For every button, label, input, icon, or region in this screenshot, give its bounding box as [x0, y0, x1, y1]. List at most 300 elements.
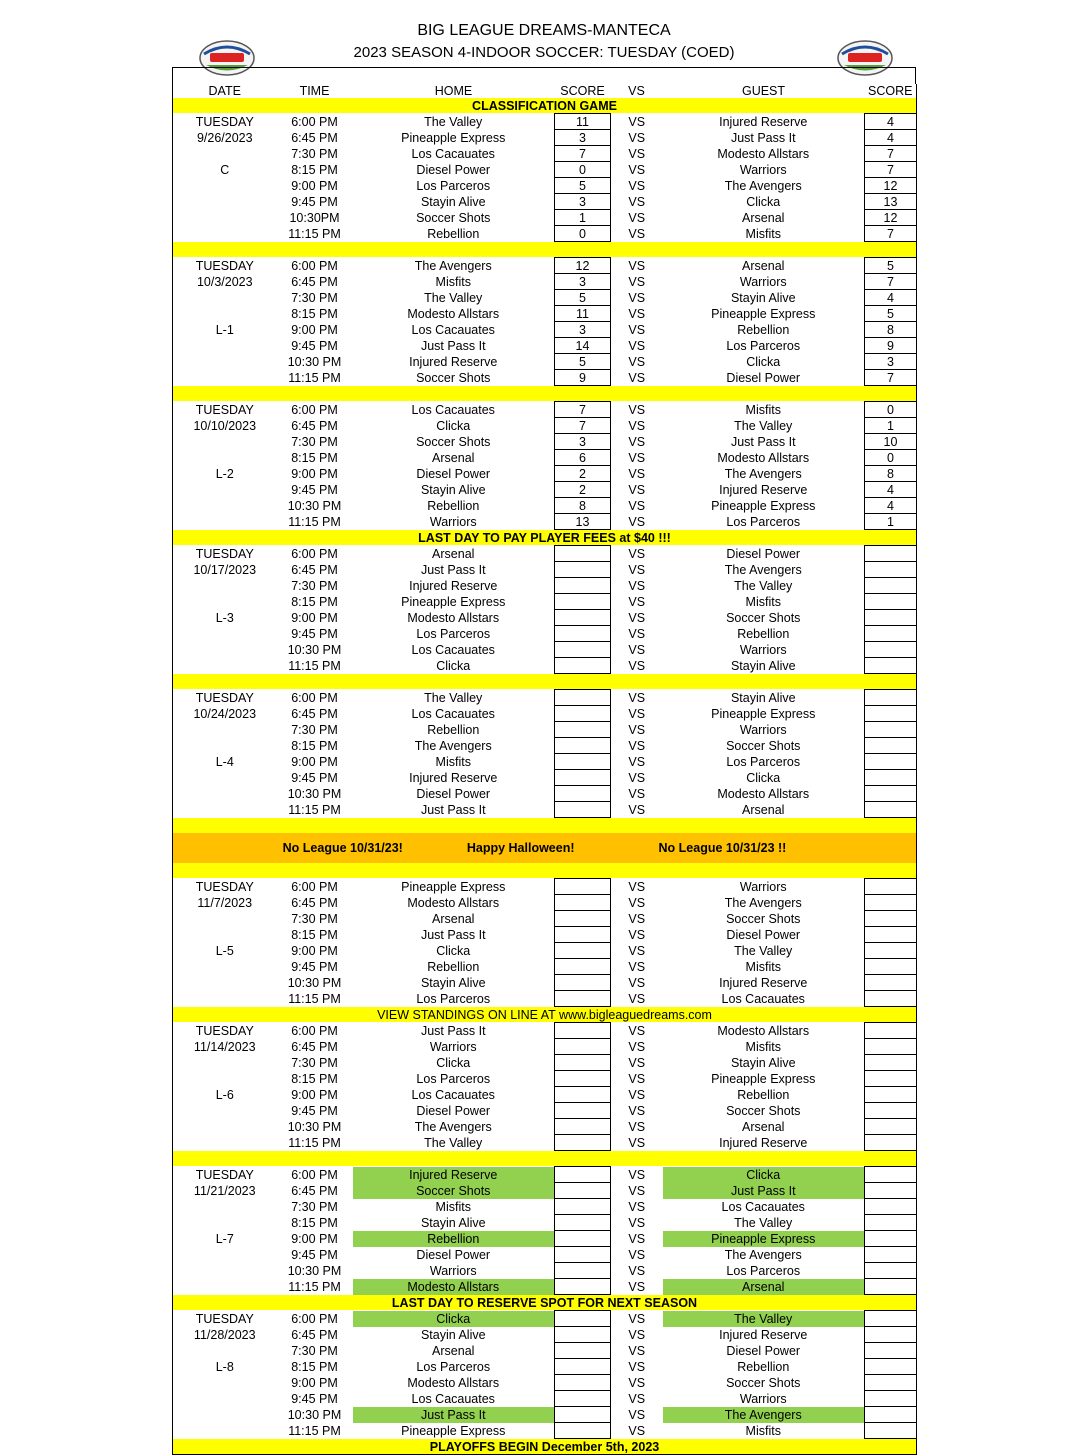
- game-row: [173, 514, 917, 530]
- home-score: 2: [555, 482, 611, 498]
- game-date: TUESDAY: [173, 879, 277, 895]
- game-row: [173, 594, 917, 610]
- home-score: 0: [555, 162, 611, 178]
- game-date: [173, 1215, 277, 1231]
- col-header-guest: GUEST: [741, 84, 786, 98]
- separator-cell: [173, 863, 917, 879]
- game-time: 9:00 PM: [291, 754, 338, 769]
- vs-label: VS: [628, 1327, 646, 1342]
- home-team: Soccer Shots: [416, 210, 491, 225]
- game-time: 7:30 PM: [291, 578, 338, 593]
- game-time: 9:45 PM: [291, 338, 338, 353]
- home-score: 7: [555, 146, 611, 162]
- home-score: [555, 1311, 611, 1327]
- home-team: Arsenal: [432, 911, 475, 926]
- game-row: [173, 402, 917, 418]
- home-team: Modesto Allstars: [407, 1375, 500, 1390]
- guest-team: Misfits: [745, 226, 781, 241]
- game-time: 6:45 PM: [291, 706, 338, 721]
- vs-label: VS: [628, 546, 646, 561]
- guest-team: The Avengers: [724, 1247, 802, 1262]
- separator-cell: [173, 818, 917, 834]
- vs-label: VS: [628, 927, 646, 942]
- game-date: [173, 626, 277, 642]
- vs-label: VS: [628, 1199, 646, 1214]
- separator-cell: [173, 674, 917, 690]
- guest-team: Diesel Power: [726, 927, 801, 942]
- game-time: 9:00 PM: [291, 178, 338, 193]
- guest-score: [865, 802, 917, 818]
- vs-label: VS: [628, 1231, 646, 1246]
- banner-row: [173, 98, 917, 114]
- vs-label: VS: [628, 1055, 646, 1070]
- home-score: 5: [555, 354, 611, 370]
- home-score: [555, 1343, 611, 1359]
- guest-team: Soccer Shots: [726, 1103, 801, 1118]
- guest-score: [865, 1375, 917, 1391]
- game-time: 9:45 PM: [291, 959, 338, 974]
- home-team: Warriors: [429, 514, 477, 529]
- guest-team: Los Parceros: [726, 338, 801, 353]
- game-time: 6:00 PM: [291, 546, 338, 561]
- vs-label: VS: [628, 1167, 646, 1182]
- home-team: Soccer Shots: [353, 1183, 555, 1199]
- guest-team: The Valley: [734, 418, 793, 433]
- banner-text: CLASSIFICATION GAME: [173, 98, 917, 114]
- home-score: [555, 1183, 611, 1199]
- game-row: [173, 943, 917, 959]
- vs-label: VS: [628, 1343, 646, 1358]
- banner-text: LAST DAY TO PAY PLAYER FEES at $40 !!!: [173, 530, 917, 546]
- vs-label: VS: [628, 1391, 646, 1406]
- game-row: [173, 290, 917, 306]
- vs-label: VS: [628, 895, 646, 910]
- guest-team: Modesto Allstars: [717, 786, 810, 801]
- guest-score: [865, 991, 917, 1007]
- game-row: [173, 1247, 917, 1263]
- game-date: [173, 738, 277, 754]
- guest-score: [865, 1023, 917, 1039]
- guest-score: [865, 1135, 917, 1151]
- guest-score: 4: [865, 114, 917, 130]
- game-row: [173, 610, 917, 626]
- game-time: 6:45 PM: [291, 895, 338, 910]
- guest-score: [865, 578, 917, 594]
- guest-score: [865, 1199, 917, 1215]
- home-team: The Avengers: [414, 258, 492, 273]
- game-row: [173, 1087, 917, 1103]
- home-score: [555, 1087, 611, 1103]
- home-score: [555, 911, 611, 927]
- week-separator: [173, 386, 917, 402]
- guest-team: The Avengers: [724, 562, 802, 577]
- guest-team: Injured Reserve: [719, 482, 808, 497]
- home-score: [555, 1231, 611, 1247]
- guest-score: [865, 754, 917, 770]
- home-team: Modesto Allstars: [407, 306, 500, 321]
- game-date: [173, 482, 277, 498]
- game-time: 7:30 PM: [291, 1343, 338, 1358]
- vs-label: VS: [628, 1375, 646, 1390]
- vs-label: VS: [628, 975, 646, 990]
- game-date: [173, 434, 277, 450]
- vs-label: VS: [628, 482, 646, 497]
- home-score: [555, 1391, 611, 1407]
- guest-team: Clicka: [746, 354, 781, 369]
- guest-score: [865, 786, 917, 802]
- game-time: 11:15 PM: [288, 226, 341, 241]
- home-team: Pineapple Express: [401, 130, 506, 145]
- home-team: Rebellion: [427, 959, 480, 974]
- vs-label: VS: [628, 418, 646, 433]
- vs-label: VS: [628, 738, 646, 753]
- game-row: [173, 1199, 917, 1215]
- vs-label: VS: [628, 959, 646, 974]
- game-date: [173, 1055, 277, 1071]
- guest-score: 7: [865, 162, 917, 178]
- home-team: Just Pass It: [420, 927, 486, 942]
- guest-team: Pineapple Express: [663, 1231, 865, 1247]
- vs-label: VS: [628, 466, 646, 481]
- guest-team: Arsenal: [663, 1279, 865, 1295]
- vs-label: VS: [628, 754, 646, 769]
- game-row: [173, 706, 917, 722]
- home-score: [555, 1039, 611, 1055]
- guest-score: [865, 1071, 917, 1087]
- vs-label: VS: [628, 1359, 646, 1374]
- guest-team: Diesel Power: [726, 370, 801, 385]
- game-time: 7:30 PM: [291, 146, 338, 161]
- vs-label: VS: [628, 434, 646, 449]
- game-time: 8:15 PM: [291, 927, 338, 942]
- game-time: 10:30 PM: [287, 786, 342, 801]
- guest-team: Soccer Shots: [726, 738, 801, 753]
- page-subtitle: 2023 SEASON 4-INDOOR SOCCER: TUESDAY (COED): [353, 44, 735, 61]
- guest-score: [865, 770, 917, 786]
- col-header-vs: VS: [628, 84, 645, 98]
- home-score: [555, 1199, 611, 1215]
- home-team: Diesel Power: [416, 786, 491, 801]
- game-date: TUESDAY: [173, 258, 277, 274]
- game-time: 6:45 PM: [291, 130, 338, 145]
- game-row: [173, 626, 917, 642]
- home-team: Clicka: [436, 1055, 471, 1070]
- vs-label: VS: [628, 642, 646, 657]
- game-row: [173, 879, 917, 895]
- home-team: Diesel Power: [416, 1247, 491, 1262]
- guest-score: [865, 738, 917, 754]
- game-time: 9:45 PM: [291, 1103, 338, 1118]
- game-row: [173, 895, 917, 911]
- game-time: 11:15 PM: [288, 1279, 341, 1294]
- guest-score: [865, 642, 917, 658]
- game-row: [173, 1119, 917, 1135]
- guest-team: Los Parceros: [726, 754, 801, 769]
- home-score: [555, 1167, 611, 1183]
- home-score: 6: [555, 450, 611, 466]
- guest-score: [865, 943, 917, 959]
- vs-label: VS: [628, 879, 646, 894]
- guest-score: 1: [865, 514, 917, 530]
- vs-label: VS: [628, 162, 646, 177]
- game-row: [173, 738, 917, 754]
- guest-team: The Avengers: [663, 1407, 865, 1423]
- guest-score: [865, 690, 917, 706]
- vs-label: VS: [628, 226, 646, 241]
- game-row: [173, 226, 917, 242]
- home-score: [555, 1135, 611, 1151]
- vs-label: VS: [628, 706, 646, 721]
- home-score: [555, 943, 611, 959]
- guest-score: 8: [865, 322, 917, 338]
- guest-score: 0: [865, 450, 917, 466]
- game-time: 8:15 PM: [291, 450, 338, 465]
- no-league-left: No League 10/31/23!: [282, 841, 403, 855]
- vs-label: VS: [628, 514, 646, 529]
- game-time: 6:45 PM: [291, 562, 338, 577]
- guest-score: 10: [865, 434, 917, 450]
- home-team: Soccer Shots: [416, 370, 491, 385]
- guest-score: 5: [865, 258, 917, 274]
- game-time: 9:45 PM: [291, 194, 338, 209]
- home-team: Los Cacauates: [411, 146, 495, 161]
- game-row: [173, 258, 917, 274]
- vs-label: VS: [628, 258, 646, 273]
- home-team: Clicka: [353, 1311, 555, 1327]
- game-date: [173, 498, 277, 514]
- game-row: [173, 130, 917, 146]
- game-row: [173, 354, 917, 370]
- home-score: [555, 626, 611, 642]
- guest-team: Diesel Power: [726, 546, 801, 561]
- vs-label: VS: [628, 1103, 646, 1118]
- game-time: 9:00 PM: [291, 943, 338, 958]
- home-score: [555, 546, 611, 562]
- home-team: Rebellion: [427, 722, 480, 737]
- vs-label: VS: [628, 1071, 646, 1086]
- home-team: Stayin Alive: [420, 1215, 486, 1230]
- guest-score: [865, 1039, 917, 1055]
- game-row: [173, 927, 917, 943]
- vs-label: VS: [628, 1087, 646, 1102]
- banner-text: VIEW STANDINGS ON LINE AT www.bigleaguedreams.com: [173, 1007, 917, 1023]
- guest-team: Misfits: [745, 1039, 781, 1054]
- home-team: Just Pass It: [420, 338, 486, 353]
- game-time: 9:00 PM: [291, 1231, 338, 1246]
- vs-label: VS: [628, 1023, 646, 1038]
- game-date: [173, 802, 277, 818]
- game-date: [173, 370, 277, 386]
- home-team: Los Parceros: [416, 1071, 491, 1086]
- home-score: 3: [555, 274, 611, 290]
- guest-score: 9: [865, 338, 917, 354]
- home-score: [555, 975, 611, 991]
- home-team: Modesto Allstars: [407, 610, 500, 625]
- game-date: [173, 1199, 277, 1215]
- vs-label: VS: [628, 658, 646, 673]
- banner-text: PLAYOFFS BEGIN December 5th, 2023: [173, 1439, 917, 1455]
- vs-label: VS: [628, 626, 646, 641]
- home-score: [555, 1359, 611, 1375]
- game-time: 9:45 PM: [291, 626, 338, 641]
- home-score: 7: [555, 418, 611, 434]
- game-row: [173, 162, 917, 178]
- home-team: Just Pass It: [420, 562, 486, 577]
- game-time: 10:30 PM: [287, 642, 342, 657]
- no-league-cell: [173, 833, 917, 863]
- guest-team: Rebellion: [737, 626, 790, 641]
- home-team: Injured Reserve: [353, 1167, 555, 1183]
- game-time: 10:30 PM: [287, 498, 342, 513]
- game-time: 10:30 PM: [287, 354, 342, 369]
- home-score: [555, 991, 611, 1007]
- vs-label: VS: [628, 594, 646, 609]
- game-time: 8:15 PM: [291, 306, 338, 321]
- guest-team: Soccer Shots: [726, 610, 801, 625]
- guest-score: [865, 1087, 917, 1103]
- guest-score: 13: [865, 194, 917, 210]
- vs-label: VS: [628, 274, 646, 289]
- guest-team: Pineapple Express: [711, 498, 816, 513]
- game-row: [173, 1215, 917, 1231]
- home-score: [555, 642, 611, 658]
- home-team: Warriors: [429, 1039, 477, 1054]
- game-row: [173, 146, 917, 162]
- game-date: [173, 975, 277, 991]
- guest-team: Los Parceros: [726, 514, 801, 529]
- game-time: 7:30 PM: [291, 911, 338, 926]
- vs-label: VS: [628, 786, 646, 801]
- game-row: [173, 370, 917, 386]
- vs-label: VS: [628, 991, 646, 1006]
- home-score: [555, 802, 611, 818]
- home-score: [555, 738, 611, 754]
- home-team: Los Parceros: [416, 626, 491, 641]
- game-row: [173, 418, 917, 434]
- game-time: 6:45 PM: [291, 274, 338, 289]
- game-date: [173, 1247, 277, 1263]
- home-team: Warriors: [429, 1263, 477, 1278]
- guest-score: [865, 927, 917, 943]
- home-team: Los Cacauates: [411, 642, 495, 657]
- guest-score: 4: [865, 290, 917, 306]
- game-row: [173, 114, 917, 130]
- home-score: [555, 895, 611, 911]
- game-row: [173, 1343, 917, 1359]
- game-time: 9:45 PM: [291, 1391, 338, 1406]
- game-date: [173, 1135, 277, 1151]
- vs-label: VS: [628, 114, 646, 129]
- no-league-banner: [173, 833, 917, 863]
- vs-label: VS: [628, 690, 646, 705]
- guest-score: 7: [865, 146, 917, 162]
- home-score: 2: [555, 466, 611, 482]
- home-score: 1: [555, 210, 611, 226]
- game-time: 6:45 PM: [291, 1039, 338, 1054]
- guest-team: Pineapple Express: [711, 706, 816, 721]
- game-date: [173, 194, 277, 210]
- guest-team: Stayin Alive: [730, 690, 796, 705]
- guest-team: Misfits: [745, 402, 781, 417]
- game-date: 10/3/2023: [173, 274, 277, 290]
- guest-team: Just Pass It: [730, 130, 796, 145]
- guest-team: Modesto Allstars: [717, 146, 810, 161]
- game-time: 6:45 PM: [291, 1327, 338, 1342]
- guest-score: 12: [865, 210, 917, 226]
- home-team: Misfits: [435, 754, 471, 769]
- game-time: 6:00 PM: [291, 1167, 338, 1182]
- vs-label: VS: [628, 290, 646, 305]
- header-row: [173, 84, 917, 98]
- guest-team: Just Pass It: [730, 434, 796, 449]
- game-date: [173, 338, 277, 354]
- game-date: [173, 1103, 277, 1119]
- home-team: Soccer Shots: [416, 434, 491, 449]
- home-score: [555, 1071, 611, 1087]
- home-score: [555, 578, 611, 594]
- home-team: Diesel Power: [416, 162, 491, 177]
- game-date: [173, 178, 277, 194]
- game-time: 11:15 PM: [288, 802, 341, 817]
- game-date: [173, 911, 277, 927]
- game-date: [173, 578, 277, 594]
- guest-score: 5: [865, 306, 917, 322]
- vs-label: VS: [628, 1247, 646, 1262]
- vs-label: VS: [628, 722, 646, 737]
- game-row: [173, 1135, 917, 1151]
- vs-label: VS: [628, 1183, 646, 1198]
- home-score: [555, 562, 611, 578]
- guest-score: 7: [865, 370, 917, 386]
- guest-team: Warriors: [739, 879, 787, 894]
- home-team: Pineapple Express: [401, 594, 506, 609]
- game-time: 6:45 PM: [291, 418, 338, 433]
- guest-team: Soccer Shots: [726, 911, 801, 926]
- game-date: L-1: [173, 322, 277, 338]
- home-team: Arsenal: [432, 1343, 475, 1358]
- guest-team: Los Cacauates: [721, 1199, 805, 1214]
- home-team: Pineapple Express: [401, 1423, 506, 1438]
- guest-team: Pineapple Express: [711, 306, 816, 321]
- guest-score: [865, 1215, 917, 1231]
- game-row: [173, 578, 917, 594]
- vs-label: VS: [628, 943, 646, 958]
- guest-team: The Valley: [663, 1311, 865, 1327]
- game-date: TUESDAY: [173, 546, 277, 562]
- guest-team: The Avengers: [724, 466, 802, 481]
- col-header-time: TIME: [299, 84, 330, 98]
- guest-team: Injured Reserve: [719, 114, 808, 129]
- schedule-table: [172, 84, 917, 1455]
- vs-label: VS: [628, 210, 646, 225]
- game-row: [173, 642, 917, 658]
- guest-score: 0: [865, 402, 917, 418]
- game-row: [173, 658, 917, 674]
- game-row: [173, 562, 917, 578]
- vs-label: VS: [628, 578, 646, 593]
- game-date: [173, 1407, 277, 1423]
- home-score: [555, 770, 611, 786]
- game-date: [173, 927, 277, 943]
- game-row: [173, 1375, 917, 1391]
- guest-score: 4: [865, 482, 917, 498]
- guest-team: Rebellion: [737, 1087, 790, 1102]
- home-team: Diesel Power: [416, 1103, 491, 1118]
- home-team: Los Parceros: [416, 178, 491, 193]
- game-date: [173, 1071, 277, 1087]
- game-row: [173, 1359, 917, 1375]
- guest-team: Stayin Alive: [730, 658, 796, 673]
